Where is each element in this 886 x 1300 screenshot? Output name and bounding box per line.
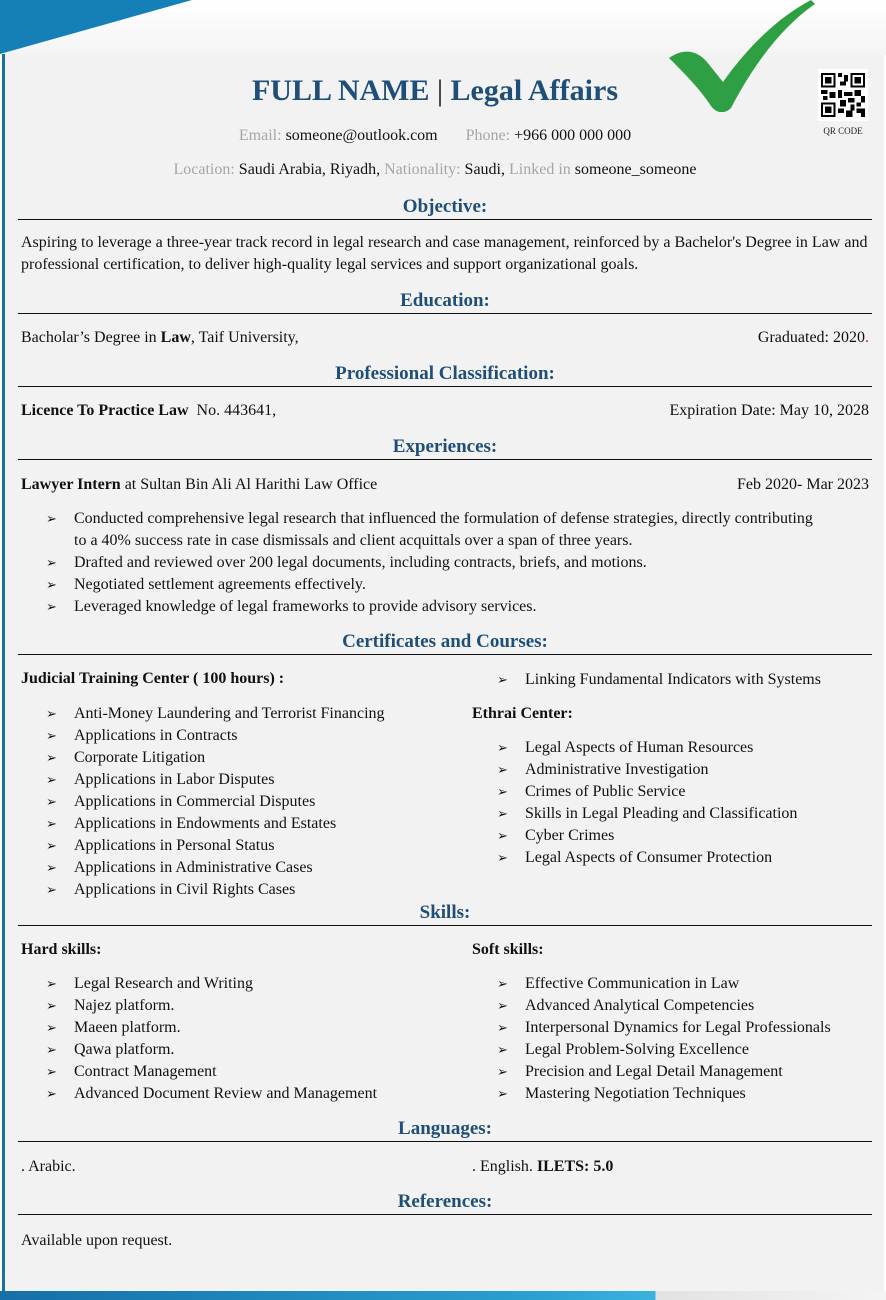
experience-role: Lawyer Intern xyxy=(21,476,121,493)
arrow-bullet-icon: ➢ xyxy=(497,828,508,843)
arrow-bullet-icon: ➢ xyxy=(46,555,57,570)
list-item xyxy=(46,1061,466,1083)
course-name: Linking Fundamental Indicators with Systems xyxy=(525,671,821,688)
course-name: Crimes of Public Service xyxy=(525,783,686,800)
skill-name: Maeen platform. xyxy=(74,1019,181,1036)
skills-heading: Skills: xyxy=(18,902,872,926)
list-item xyxy=(497,973,882,995)
arrow-bullet-icon: ➢ xyxy=(46,882,57,897)
graduated-text: Graduated: 2020 xyxy=(757,329,865,346)
arrow-bullet-icon: ➢ xyxy=(46,816,57,831)
references-text: Available upon request. xyxy=(21,1232,173,1249)
list-item xyxy=(46,703,466,725)
classification-heading: Professional Classification: xyxy=(18,363,872,387)
list-item xyxy=(46,1083,466,1105)
list-item xyxy=(497,737,877,759)
language-english xyxy=(472,1156,852,1178)
judicial-courses-list xyxy=(46,703,466,901)
list-item xyxy=(46,508,826,552)
list-item xyxy=(46,552,826,574)
qr-code-label: QR CODE xyxy=(823,126,863,136)
job-role: Legal Affairs xyxy=(450,74,618,107)
course-name: Applications in Personal Status xyxy=(74,837,275,854)
soft-skills-list xyxy=(497,973,882,1105)
list-item xyxy=(497,781,877,803)
email-label: Email: xyxy=(238,127,282,144)
skill-name: Qawa platform. xyxy=(74,1041,175,1058)
arrow-bullet-icon: ➢ xyxy=(497,784,508,799)
licence-number: No. 443641, xyxy=(196,402,277,419)
list-item xyxy=(46,1017,466,1039)
ethrai-center-heading: Ethrai Center: xyxy=(472,705,573,722)
course-name: Legal Aspects of Consumer Protection xyxy=(525,849,773,866)
skill-name: Contract Management xyxy=(74,1063,217,1080)
nationality-value: Saudi, xyxy=(464,161,505,178)
languages-heading: Languages: xyxy=(18,1118,872,1142)
arrow-bullet-icon: ➢ xyxy=(497,850,508,865)
education-row xyxy=(21,329,869,347)
education-heading: Education: xyxy=(18,290,872,314)
experience-company: at Sultan Bin Ali Al Harithi Law Office xyxy=(120,476,378,493)
experience-position xyxy=(21,476,377,494)
skill-name: Najez platform. xyxy=(74,997,175,1014)
nationality-label: Nationality: xyxy=(384,161,461,178)
licence-expiration: Expiration Date: May 10, 2028 xyxy=(669,402,869,419)
bullet-text: Drafted and reviewed over 200 legal documents, including contracts, briefs, and motions. xyxy=(74,554,647,571)
list-item xyxy=(46,857,466,879)
skill-name: Legal Research and Writing xyxy=(74,975,253,992)
arrow-bullet-icon: ➢ xyxy=(46,772,57,787)
list-item xyxy=(46,574,826,596)
references-heading: References: xyxy=(18,1191,872,1215)
degree-field: Law xyxy=(160,329,191,346)
arrow-bullet-icon: ➢ xyxy=(497,672,508,687)
course-name: Anti-Money Laundering and Terrorist Financing xyxy=(74,705,385,722)
full-name: FULL NAME xyxy=(251,74,430,107)
course-name: Cyber Crimes xyxy=(525,827,615,844)
list-item xyxy=(46,725,466,747)
arrow-bullet-icon: ➢ xyxy=(46,860,57,875)
hard-skills-list xyxy=(46,973,466,1105)
location-label: Location: xyxy=(173,161,235,178)
judicial-center-heading: Judicial Training Center ( 100 hours) : xyxy=(21,670,285,687)
objective-heading: Objective: xyxy=(18,196,872,220)
judicial-extra-list xyxy=(497,669,877,691)
list-item xyxy=(46,973,466,995)
course-name: Administrative Investigation xyxy=(525,761,709,778)
arrow-bullet-icon: ➢ xyxy=(46,1042,57,1057)
list-item xyxy=(46,835,466,857)
licence xyxy=(21,402,276,420)
title-separator: | xyxy=(437,74,444,107)
classification-row xyxy=(21,402,869,420)
list-item xyxy=(497,847,877,869)
skill-name: Precision and Legal Detail Management xyxy=(525,1063,783,1080)
arrow-bullet-icon: ➢ xyxy=(46,838,57,853)
list-item xyxy=(497,825,877,847)
list-item xyxy=(46,769,466,791)
arrow-bullet-icon: ➢ xyxy=(46,511,57,526)
experience-dates: Feb 2020- Mar 2023 xyxy=(737,476,869,493)
list-item xyxy=(497,995,882,1017)
list-item xyxy=(497,803,877,825)
skill-name: Effective Communication in Law xyxy=(525,975,740,992)
soft-skills-heading: Soft skills: xyxy=(472,941,544,958)
list-item xyxy=(497,1061,882,1083)
arrow-bullet-icon: ➢ xyxy=(46,1020,57,1035)
course-name: Applications in Endowments and Estates xyxy=(74,815,337,832)
list-item xyxy=(497,759,877,781)
bottom-accent-bar xyxy=(0,1291,886,1300)
arrow-bullet-icon: ➢ xyxy=(497,998,508,1013)
arrow-bullet-icon: ➢ xyxy=(46,998,57,1013)
language-arabic: . Arabic. xyxy=(21,1158,76,1175)
arrow-bullet-icon: ➢ xyxy=(46,976,57,991)
skill-name: Advanced Document Review and Management xyxy=(74,1085,378,1102)
course-name: Applications in Administrative Cases xyxy=(74,859,313,876)
course-name: Applications in Civil Rights Cases xyxy=(74,881,296,898)
list-item xyxy=(497,1083,882,1105)
list-item xyxy=(46,1039,466,1061)
course-name: Applications in Commercial Disputes xyxy=(74,793,316,810)
linkedin-label: Linked in xyxy=(509,161,571,178)
arrow-bullet-icon: ➢ xyxy=(497,762,508,777)
arrow-bullet-icon: ➢ xyxy=(497,1086,508,1101)
arrow-bullet-icon: ➢ xyxy=(497,1020,508,1035)
email-value[interactable]: someone@outlook.com xyxy=(285,127,438,144)
english-label: . English. xyxy=(472,1158,537,1175)
arrow-bullet-icon: ➢ xyxy=(46,1064,57,1079)
skill-name: Legal Problem-Solving Excellence xyxy=(525,1041,749,1058)
phone-value[interactable]: +966 000 000 000 xyxy=(514,127,632,144)
contact-line-2 xyxy=(0,161,870,179)
arrow-bullet-icon: ➢ xyxy=(497,740,508,755)
bullet-text: Negotiated settlement agreements effectively. xyxy=(74,576,366,593)
experiences-heading: Experiences: xyxy=(18,436,872,460)
bullet-text: Conducted comprehensive legal research that influenced the formulation of defense strategies, directly contributing to a 40% success rate in case dismissals and client acquittals over a span of three years. xyxy=(74,510,813,549)
bullet-text: Leveraged knowledge of legal frameworks to provide advisory services. xyxy=(74,598,537,615)
page-title xyxy=(0,74,870,108)
skill-name: Advanced Analytical Competencies xyxy=(525,997,755,1014)
arrow-bullet-icon: ➢ xyxy=(46,750,57,765)
experience-row xyxy=(21,476,869,494)
list-item xyxy=(46,879,466,901)
arrow-bullet-icon: ➢ xyxy=(497,806,508,821)
list-item xyxy=(46,813,466,835)
skill-name: Mastering Negotiation Techniques xyxy=(525,1085,746,1102)
licence-label: Licence To Practice Law xyxy=(21,402,189,419)
arrow-bullet-icon: ➢ xyxy=(46,1086,57,1101)
course-name: Legal Aspects of Human Resources xyxy=(525,739,754,756)
arrow-bullet-icon: ➢ xyxy=(497,1064,508,1079)
phone-label: Phone: xyxy=(465,127,511,144)
course-name: Skills in Legal Pleading and Classification xyxy=(525,805,798,822)
experience-bullets xyxy=(46,508,826,618)
list-item xyxy=(46,747,466,769)
course-name: Corporate Litigation xyxy=(74,749,206,766)
list-item xyxy=(46,791,466,813)
institution: , Taif University, xyxy=(190,329,299,346)
arrow-bullet-icon: ➢ xyxy=(497,1042,508,1057)
contact-line-1 xyxy=(0,127,870,145)
linkedin-value[interactable]: someone_someone xyxy=(574,161,697,178)
ethrai-courses-list xyxy=(497,737,877,869)
list-item xyxy=(497,669,877,691)
corner-decoration xyxy=(0,0,192,54)
degree-prefix: Bacholar’s Degree in xyxy=(21,329,161,346)
ielts-score: ILETS: 5.0 xyxy=(536,1158,614,1175)
arrow-bullet-icon: ➢ xyxy=(46,728,57,743)
certificates-heading: Certificates and Courses: xyxy=(18,631,872,655)
list-item xyxy=(46,995,466,1017)
course-name: Applications in Labor Disputes xyxy=(74,771,275,788)
location-value: Saudi Arabia, Riyadh, xyxy=(238,161,381,178)
objective-text: Aspiring to leverage a three-year track record in legal research and case management, reinforced by a Bachelor's Degree in Law and professional certification, to deliver high-quality legal services and support organizational goals. xyxy=(21,234,868,273)
list-item xyxy=(497,1017,882,1039)
graduated-dot: . xyxy=(865,329,869,346)
list-item xyxy=(46,596,826,618)
hard-skills-heading: Hard skills: xyxy=(21,941,102,958)
arrow-bullet-icon: ➢ xyxy=(46,577,57,592)
course-name: Applications in Contracts xyxy=(74,727,238,744)
list-item xyxy=(497,1039,882,1061)
arrow-bullet-icon: ➢ xyxy=(46,706,57,721)
skill-name: Interpersonal Dynamics for Legal Professionals xyxy=(525,1019,831,1036)
education-degree xyxy=(21,329,299,347)
graduation-date xyxy=(758,329,869,347)
arrow-bullet-icon: ➢ xyxy=(46,794,57,809)
arrow-bullet-icon: ➢ xyxy=(46,599,57,614)
arrow-bullet-icon: ➢ xyxy=(497,976,508,991)
